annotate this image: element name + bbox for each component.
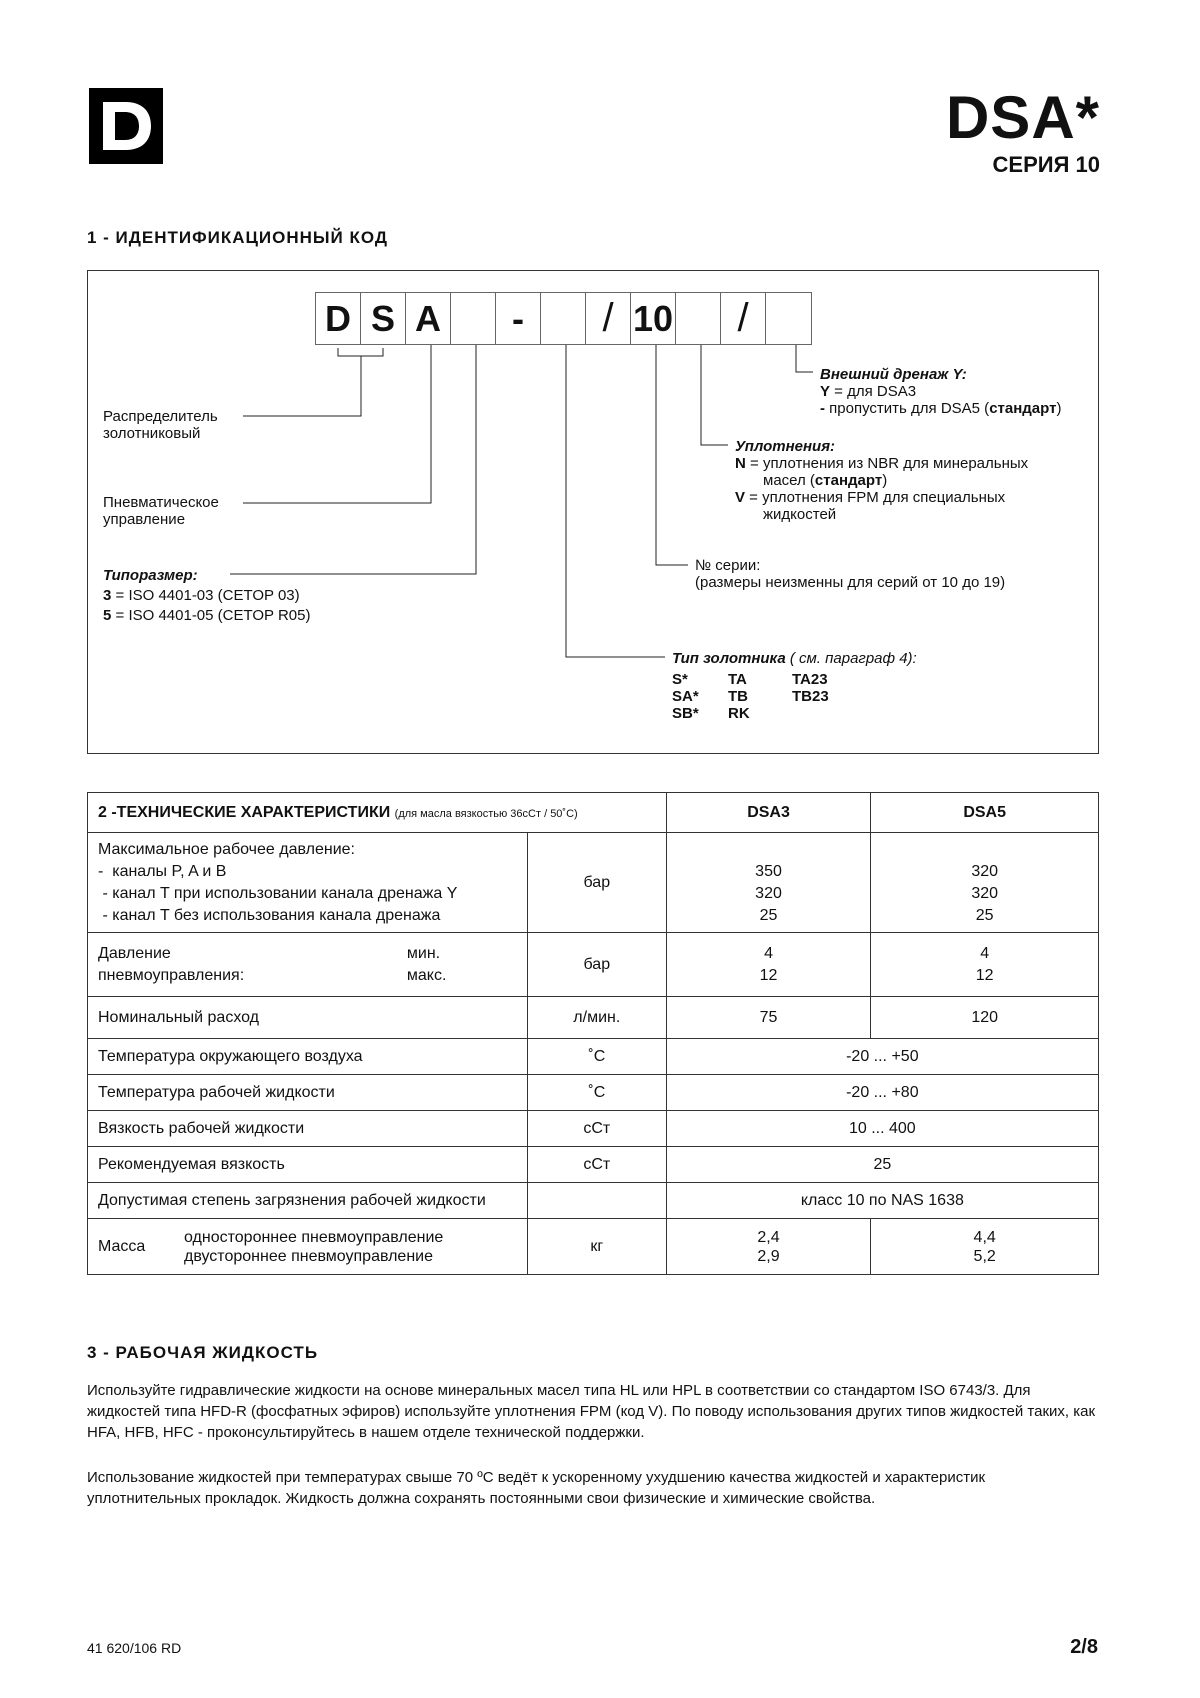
value-cell: 4 xyxy=(764,944,773,962)
spool-code: TB23 xyxy=(792,688,829,705)
label-pneumatic-line-1: Пневматическое xyxy=(103,494,219,511)
spool-code: SA* xyxy=(672,688,699,705)
document-code: 41 620/106 RD xyxy=(87,1640,182,1656)
model-title: DSA* xyxy=(945,84,1100,151)
drain-skip-end: ) xyxy=(1056,400,1062,417)
size-3-text: = ISO 4401-03 (CETOP 03) xyxy=(111,587,300,604)
value-cell: 5,2 xyxy=(973,1247,996,1265)
pressure-unit: бар xyxy=(527,833,666,933)
drain-skip-code: - xyxy=(820,400,825,417)
value-cell: 25 xyxy=(759,906,778,924)
mass-line-2: двустороннее пневмоуправление xyxy=(184,1247,433,1265)
pilot-unit: бар xyxy=(527,933,666,997)
code-cell xyxy=(451,293,496,344)
mass-line-1: одностороннее пневмоуправление xyxy=(184,1228,444,1246)
spool-list xyxy=(672,671,829,722)
section-2-note: (для масла вязкостью 36сСт / 50˚С) xyxy=(394,807,578,820)
pilot-label-2: пневмоуправления: xyxy=(98,966,245,984)
seals-n-standard: стандарт xyxy=(814,472,883,489)
value-cell: класс 10 по NAS 1638 xyxy=(666,1183,1098,1219)
value-cell: 350 xyxy=(755,862,782,880)
pressure-line: - каналы P, A и B xyxy=(98,862,227,880)
rec-viscosity-label: Рекомендуемая вязкость xyxy=(88,1147,528,1183)
seals-v-text: = уплотнения FPM для специальных xyxy=(745,489,1006,506)
viscosity-label: Вязкость рабочей жидкости xyxy=(88,1111,528,1147)
value-cell: 75 xyxy=(666,997,871,1039)
page-number: 2/8 xyxy=(1070,1636,1098,1658)
contamination-unit xyxy=(527,1183,666,1219)
value-cell: 320 xyxy=(971,862,999,880)
drain-y-text: = для DSA3 xyxy=(830,383,917,400)
technical-characteristics-table xyxy=(87,792,1099,1275)
brand-logo-d-icon xyxy=(89,88,163,164)
table-header-row xyxy=(88,793,1099,833)
seals-n-text-2: масел ( xyxy=(763,472,815,489)
pilot-max: макс. xyxy=(406,966,447,984)
value-cell: 4 xyxy=(980,944,990,962)
series-subtitle: СЕРИЯ 10 xyxy=(992,152,1100,177)
value-cell: -20 ... +50 xyxy=(666,1039,1098,1075)
table-row xyxy=(88,997,1099,1039)
seals-n-text: = уплотнения из NBR для минеральных xyxy=(745,455,1029,472)
label-series-number: № серии: xyxy=(695,557,761,574)
value-cell: 2,9 xyxy=(757,1247,780,1265)
seals-n-end: ) xyxy=(882,472,888,489)
section-1-title: 1 - ИДЕНТИФИКАЦИОННЫЙ КОД xyxy=(87,228,388,247)
label-seals-title: Уплотнения: xyxy=(735,438,836,455)
value-cell: 12 xyxy=(975,966,994,984)
flow-label: Номинальный расход xyxy=(88,997,528,1039)
value-cell: 120 xyxy=(871,997,1099,1039)
code-cell: 10 xyxy=(631,293,676,344)
spool-code: TB xyxy=(728,688,748,705)
section-3-title: 3 - РАБОЧАЯ ЖИДКОСТЬ xyxy=(87,1343,319,1362)
code-cell: / xyxy=(721,293,766,344)
label-series-note: (размеры неизменны для серий от 10 до 19) xyxy=(695,574,1006,591)
code-cells xyxy=(315,292,812,345)
label-valve-line-2: золотниковый xyxy=(103,425,201,442)
size-5-text: = ISO 4401-05 (CETOP R05) xyxy=(111,607,311,624)
ambient-label: Температура окружающего воздуха xyxy=(88,1039,528,1075)
spool-code: RK xyxy=(728,705,750,722)
code-cell: / xyxy=(586,293,631,344)
contamination-label: Допустимая степень загрязнения рабочей жидкости xyxy=(88,1183,528,1219)
value-cell: 12 xyxy=(759,966,778,984)
drain-skip-text: пропустить для DSA5 ( xyxy=(825,400,990,417)
label-pneumatic-line-2: управление xyxy=(103,511,186,528)
code-cell xyxy=(541,293,586,344)
label-size-title: Типоразмер: xyxy=(103,567,198,584)
pressure-title: Максимальное рабочее давление: xyxy=(98,840,355,858)
seals-n-code: N xyxy=(735,455,746,472)
table-row xyxy=(88,1183,1099,1219)
code-cell: D xyxy=(316,293,361,344)
table-row xyxy=(88,1147,1099,1183)
code-cell: A xyxy=(406,293,451,344)
code-cell: - xyxy=(496,293,541,344)
table-row xyxy=(88,1075,1099,1111)
fluid-temp-label: Температура рабочей жидкости xyxy=(88,1075,528,1111)
section-2-title: 2 -ТЕХНИЧЕСКИЕ ХАРАКТЕРИСТИКИ xyxy=(98,803,391,821)
code-cell: S xyxy=(361,293,406,344)
spool-code: TA23 xyxy=(792,671,828,688)
value-cell: 2,4 xyxy=(757,1228,780,1246)
value-cell: -20 ... +80 xyxy=(666,1075,1098,1111)
label-drain-title: Внешний дренаж Y: xyxy=(820,366,967,383)
label-spool-title: Тип золотника xyxy=(672,650,786,667)
seals-v-code: V xyxy=(735,489,746,506)
col-dsa5: DSA5 xyxy=(871,793,1099,833)
size-5-code: 5 xyxy=(103,607,112,624)
code-cell xyxy=(766,293,811,344)
spool-code: TA xyxy=(728,671,747,688)
label-valve-line-1: Распределитель xyxy=(103,408,218,425)
table-row xyxy=(88,1111,1099,1147)
table-row xyxy=(88,933,1099,997)
flow-unit: л/мин. xyxy=(527,997,666,1039)
viscosity-unit: сСт xyxy=(527,1111,666,1147)
rec-viscosity-unit: сСт xyxy=(527,1147,666,1183)
drain-standard: стандарт xyxy=(989,400,1057,417)
col-dsa3: DSA3 xyxy=(666,793,871,833)
value-cell: 4,4 xyxy=(973,1228,996,1246)
section-3-paragraph-2: Использование жидкостей при температурах свыше 70 ºС ведёт к ускоренному ухудшению качества жидкостей и характеристик уплотнительных прокладок. Жидкость должна сохранять постоянными свои физические и химические свойства. xyxy=(87,1469,986,1507)
drain-y-code: Y xyxy=(820,383,831,400)
value-cell: 320 xyxy=(755,884,782,902)
spool-code xyxy=(792,705,829,722)
section-3-paragraph-1: Используйте гидравлические жидкости на основе минеральных масел типа HL или HPL в соответствии со стандартом ISO 6743/3. Для жидкостей типа HFD-R (фосфатных эфиров) используйте уплотнения FPM (код V). По поводу использования других типов жидкостей таких, как HFA, HFB, HFC - проконсультируйтесь в нашем отделе технической поддержки. xyxy=(87,1382,1096,1441)
value-cell: 320 xyxy=(971,884,999,902)
spool-code: S* xyxy=(672,671,688,688)
size-3-code: 3 xyxy=(103,587,112,604)
fluid-temp-unit: ˚С xyxy=(527,1075,666,1111)
table-row xyxy=(88,1219,1099,1275)
value-cell: 25 xyxy=(666,1147,1098,1183)
mass-unit: кг xyxy=(527,1219,666,1275)
pressure-line: - канал T при использовании канала дренажа Y xyxy=(98,884,458,902)
value-cell: 25 xyxy=(975,906,994,924)
mass-label: Масса xyxy=(98,1237,146,1255)
pilot-min: мин. xyxy=(406,944,441,962)
label-spool-ref: ( см. параграф 4): xyxy=(789,650,917,667)
seals-v-text-2: жидкостей xyxy=(763,506,837,523)
code-cell xyxy=(676,293,721,344)
value-cell: 10 ... 400 xyxy=(666,1111,1098,1147)
pressure-line: - канал T без использования канала дренажа xyxy=(98,906,441,924)
spool-code: SB* xyxy=(672,705,699,722)
pilot-label-1: Давление xyxy=(98,944,171,962)
table-row xyxy=(88,833,1099,933)
ambient-unit: ˚С xyxy=(527,1039,666,1075)
table-row xyxy=(88,1039,1099,1075)
